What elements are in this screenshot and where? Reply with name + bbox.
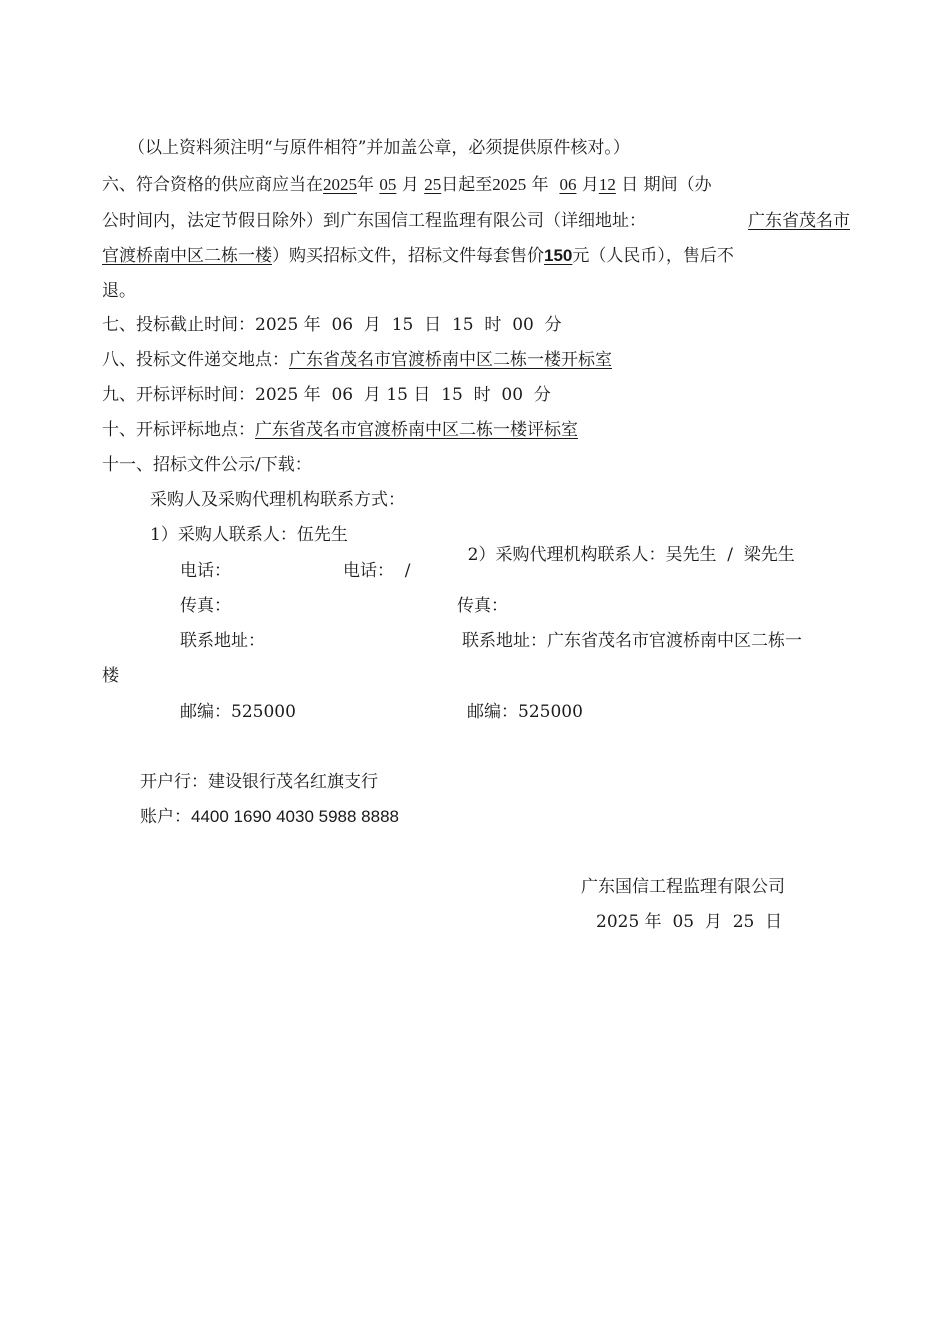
agency-address-continued: [102, 666, 119, 686]
section6-end-day-word: 日: [621, 175, 639, 195]
purchaser-phone-label: 电话：: [180, 561, 231, 581]
agency-contact-text: 2）采购代理机构联系人：吴先生 / 梁先生: [467, 545, 795, 565]
section6-start-month: 05: [379, 175, 397, 194]
agency-address-cont-text: 楼: [102, 666, 119, 686]
section6-end-day: 12: [598, 175, 616, 194]
section7-label: 七、投标截止时间：: [102, 315, 255, 335]
section6-line3-left: [102, 246, 734, 266]
bank-name-text: 开户行：建设银行茂名红旗支行: [140, 772, 378, 792]
section6-start-year: 2025: [323, 175, 357, 194]
purchaser-address: [180, 631, 265, 651]
agency-address-text: 联系地址：广东省茂名市官渡桥南中区二栋一: [462, 631, 802, 651]
section6-address-part2: 官渡桥南中区二栋一楼: [102, 246, 272, 266]
bank-line: [140, 772, 378, 792]
agency-phone-label: 电话： /: [343, 561, 411, 581]
purchaser-fax: [180, 596, 231, 616]
section6-end-month: 06: [559, 175, 577, 194]
section10-line: [102, 420, 578, 440]
section7-line: [102, 315, 562, 335]
section10-label: 十、开标评标地点：: [102, 420, 255, 440]
section6-end-year-word: 年: [531, 175, 549, 195]
section9-value: 2025 年 06 月 15 日 15 时 00 分: [255, 385, 551, 405]
purchaser-contact-text: 1）采购人联系人：伍先生: [150, 525, 348, 545]
section6-year-word: 年: [357, 175, 374, 195]
note-line: [128, 138, 630, 158]
section9-label: 九、开标评标时间：: [102, 385, 255, 405]
account-number: 4400 1690 4030 5988 8888: [191, 807, 399, 826]
section8-label: 八、投标文件递交地点：: [102, 350, 289, 370]
purchaser-postcode-text: 邮编：525000: [180, 702, 296, 722]
section9-line: [102, 385, 551, 405]
agency-fax: [457, 596, 508, 616]
signature-company-text: 广东国信工程监理有限公司: [581, 877, 785, 897]
agency-phone: [343, 561, 411, 581]
section6-prefix: 六、符合资格的供应商应当在: [102, 175, 323, 195]
agency-fax-label: 传真：: [457, 596, 508, 616]
purchaser-postcode: [180, 702, 296, 722]
section6-period: 期间（办: [643, 175, 712, 195]
section10-value: 广东省茂名市官渡桥南中区二栋一楼评标室: [255, 420, 578, 440]
purchaser-contact: [150, 525, 348, 545]
section7-value: 2025 年 06 月 15 日 15 时 00 分: [255, 315, 562, 335]
section6-line3-text: ）购买招标文件，招标文件每套售价: [272, 246, 544, 266]
section8-line: [102, 350, 612, 370]
section6-end-month-word: 月: [581, 175, 599, 195]
section6-text: [102, 175, 712, 195]
section6-line4-text: 退。: [102, 281, 136, 301]
purchaser-address-label: 联系地址：: [180, 631, 265, 651]
section6-start-day: 25: [424, 175, 442, 194]
section6-line4: [102, 281, 136, 301]
section8-value: 广东省茂名市官渡桥南中区二栋一楼开标室: [289, 350, 612, 370]
section6-end-year: 2025: [492, 175, 527, 194]
purchaser-phone: [180, 561, 231, 581]
section6-line2-text: 公时间内，法定节假日除外）到广东国信工程监理有限公司（详细地址：: [102, 211, 646, 231]
signature-date-text: 2025 年 05 月 25 日: [596, 912, 783, 932]
account-label: 账户：: [140, 807, 191, 827]
section11-line: [102, 455, 312, 475]
signature-company: [581, 877, 785, 897]
contacts-heading: [150, 490, 405, 510]
signature-date: [596, 912, 782, 932]
section6-line1: [102, 175, 850, 195]
section6-address-part1: 广东省茂名市: [748, 211, 850, 231]
section6-price: 150: [544, 246, 573, 265]
section6-line2: [102, 211, 850, 231]
agency-contact: [446, 525, 795, 585]
section6-day-to: 日起至: [441, 175, 493, 195]
agency-postcode: [467, 702, 583, 722]
account-line: [140, 807, 399, 827]
section6-month-word: 月: [401, 175, 419, 195]
agency-address: [462, 631, 802, 651]
section6-line3-tail: 元（人民币），售后不: [572, 246, 734, 266]
agency-postcode-text: 邮编：525000: [467, 702, 583, 722]
note-text: （以上资料须注明“与原件相符”并加盖公章，必须提供原件核对。）: [128, 138, 630, 158]
purchaser-fax-label: 传真：: [180, 596, 231, 616]
section6-line3: [102, 246, 850, 266]
section11-label: 十一、招标文件公示/下载：: [102, 455, 312, 475]
contacts-heading-text: 采购人及采购代理机构联系方式：: [150, 490, 405, 510]
